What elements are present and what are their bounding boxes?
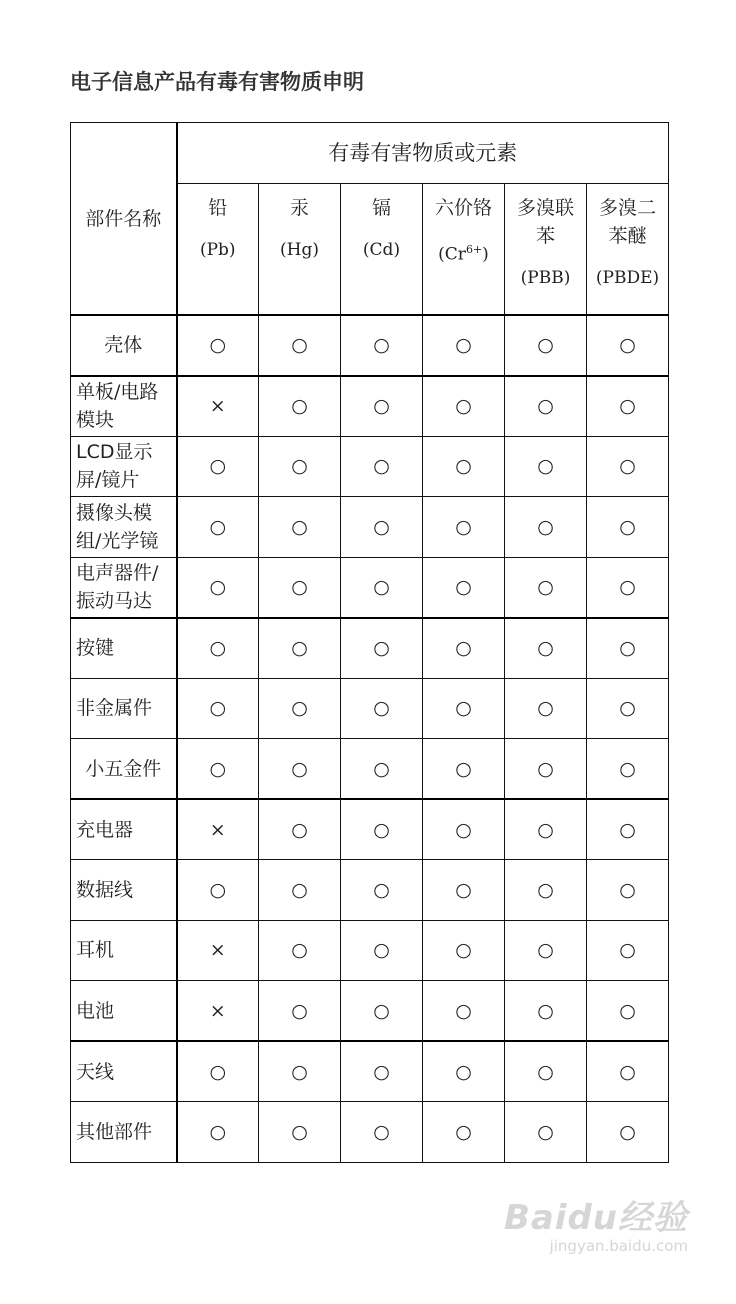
substance-symbol [341, 236, 422, 264]
table-row [71, 799, 669, 860]
substance-header-5 [587, 184, 669, 316]
within-limit-mark: ○ [177, 315, 259, 376]
within-limit-mark: ○ [423, 436, 505, 497]
substance-header-4 [505, 184, 587, 316]
within-limit-mark: ○ [341, 981, 423, 1042]
within-limit-mark: ○ [587, 436, 669, 497]
substance-header-3 [423, 184, 505, 316]
within-limit-mark: ○ [505, 920, 587, 981]
within-limit-mark: ○ [177, 860, 259, 921]
part-name-cell: 充电器 [71, 799, 177, 860]
within-limit-mark: ○ [341, 557, 423, 618]
part-name-cell: 小五金件 [71, 739, 177, 800]
part-name-cell: 数据线 [71, 860, 177, 921]
within-limit-mark: ○ [505, 799, 587, 860]
part-name-cell: 天线 [71, 1041, 177, 1102]
within-limit-mark: ○ [423, 1041, 505, 1102]
part-name-cell: 电池 [71, 981, 177, 1042]
within-limit-mark: ○ [423, 981, 505, 1042]
within-limit-mark: ○ [259, 436, 341, 497]
document-title: 电子信息产品有毒有害物质申明 [70, 70, 364, 94]
within-limit-mark: ○ [341, 860, 423, 921]
part-name-cell: 其他部件 [71, 1102, 177, 1163]
substance-group-header-label: 有毒有害物质或元素 [328, 141, 518, 165]
within-limit-mark: ○ [423, 799, 505, 860]
part-name-cell: 按键 [71, 618, 177, 679]
substance-symbol-text: (Hg) [280, 240, 319, 260]
within-limit-mark: ○ [505, 860, 587, 921]
substance-name: 镉 [371, 197, 391, 219]
table-row [71, 739, 669, 800]
part-name-cell: 电声器件/振动马达 [71, 557, 177, 618]
substance-symbol-text: (Cd) [362, 240, 401, 260]
within-limit-mark: ○ [341, 799, 423, 860]
substance-header-1 [259, 184, 341, 316]
within-limit-mark: ○ [341, 497, 423, 558]
part-name-cell: 非金属件 [71, 678, 177, 739]
within-limit-mark: ○ [423, 497, 505, 558]
table-row [71, 315, 669, 376]
substance-symbol-close: ) [482, 244, 489, 265]
table-row [71, 678, 669, 739]
table-row [71, 1102, 669, 1163]
within-limit-mark: ○ [177, 497, 259, 558]
exceeds-limit-mark: × [177, 981, 259, 1042]
within-limit-mark: ○ [587, 678, 669, 739]
within-limit-mark: ○ [423, 557, 505, 618]
substance-name: 六价铬 [434, 197, 492, 219]
within-limit-mark: ○ [341, 1041, 423, 1102]
within-limit-mark: ○ [505, 1041, 587, 1102]
within-limit-mark: ○ [177, 557, 259, 618]
within-limit-mark: ○ [259, 860, 341, 921]
within-limit-mark: ○ [259, 920, 341, 981]
within-limit-mark: ○ [505, 618, 587, 679]
part-name-header-label: 部件名称 [85, 207, 162, 230]
exceeds-limit-mark: × [177, 799, 259, 860]
within-limit-mark: ○ [423, 1102, 505, 1163]
table-row [71, 376, 669, 437]
within-limit-mark: ○ [587, 799, 669, 860]
substance-name: 汞 [289, 197, 309, 219]
within-limit-mark: ○ [259, 678, 341, 739]
substance-name: 多溴联苯 [516, 197, 574, 247]
within-limit-mark: ○ [423, 376, 505, 437]
table-row [71, 436, 669, 497]
within-limit-mark: ○ [505, 315, 587, 376]
substance-name: 多溴二苯醚 [598, 197, 656, 247]
within-limit-mark: ○ [423, 920, 505, 981]
within-limit-mark: ○ [505, 497, 587, 558]
within-limit-mark: ○ [505, 1102, 587, 1163]
part-name-cell: 单板/电路模块 [71, 376, 177, 437]
within-limit-mark: ○ [177, 618, 259, 679]
within-limit-mark: ○ [259, 376, 341, 437]
substance-symbol [259, 236, 340, 264]
within-limit-mark: ○ [341, 436, 423, 497]
baidu-watermark [504, 1190, 688, 1255]
within-limit-mark: ○ [259, 557, 341, 618]
within-limit-mark: ○ [177, 1102, 259, 1163]
table-row [71, 497, 669, 558]
substance-symbol-superscript: 6+ [465, 243, 483, 256]
within-limit-mark: ○ [587, 860, 669, 921]
exceeds-limit-mark: × [177, 920, 259, 981]
within-limit-mark: ○ [259, 315, 341, 376]
within-limit-mark: ○ [505, 678, 587, 739]
part-name-cell: 摄像头模组/光学镜 [71, 497, 177, 558]
within-limit-mark: ○ [423, 315, 505, 376]
within-limit-mark: ○ [341, 1102, 423, 1163]
table-row [71, 920, 669, 981]
hazardous-substance-table [70, 122, 669, 1163]
within-limit-mark: ○ [505, 739, 587, 800]
within-limit-mark: ○ [259, 618, 341, 679]
within-limit-mark: ○ [587, 376, 669, 437]
within-limit-mark: ○ [587, 618, 669, 679]
part-name-cell: 壳体 [71, 315, 177, 376]
watermark-url: jingyan.baidu.com [549, 1237, 688, 1255]
within-limit-mark: ○ [259, 981, 341, 1042]
substance-symbol-text: (PBDE) [595, 268, 660, 288]
within-limit-mark: ○ [505, 376, 587, 437]
within-limit-mark: ○ [341, 315, 423, 376]
within-limit-mark: ○ [587, 981, 669, 1042]
watermark-brand: Baidu经验 [503, 1198, 688, 1238]
table-row [71, 981, 669, 1042]
substance-header-0 [177, 184, 259, 316]
within-limit-mark: ○ [587, 315, 669, 376]
substance-symbol [423, 236, 504, 269]
table-row [71, 1041, 669, 1102]
within-limit-mark: ○ [259, 739, 341, 800]
within-limit-mark: ○ [177, 1041, 259, 1102]
substance-header-2 [341, 184, 423, 316]
table-row [71, 557, 669, 618]
within-limit-mark: ○ [259, 497, 341, 558]
table-row [71, 860, 669, 921]
exceeds-limit-mark: × [177, 376, 259, 437]
substance-symbol [587, 264, 668, 292]
substance-name: 铅 [208, 197, 228, 219]
within-limit-mark: ○ [423, 739, 505, 800]
within-limit-mark: ○ [587, 557, 669, 618]
within-limit-mark: ○ [259, 1041, 341, 1102]
within-limit-mark: ○ [505, 557, 587, 618]
substance-symbol-text: (Cr [438, 244, 466, 265]
within-limit-mark: ○ [587, 497, 669, 558]
substance-group-header [177, 123, 669, 184]
part-name-cell: 耳机 [71, 920, 177, 981]
within-limit-mark: ○ [341, 739, 423, 800]
within-limit-mark: ○ [341, 618, 423, 679]
within-limit-mark: ○ [505, 981, 587, 1042]
within-limit-mark: ○ [341, 376, 423, 437]
part-name-header [71, 123, 177, 316]
within-limit-mark: ○ [177, 678, 259, 739]
table-row [71, 618, 669, 679]
part-name-cell: LCD显示屏/镜片 [71, 436, 177, 497]
within-limit-mark: ○ [177, 739, 259, 800]
within-limit-mark: ○ [505, 436, 587, 497]
substance-symbol [178, 236, 259, 264]
substance-symbol-text: (PBB) [520, 268, 571, 288]
within-limit-mark: ○ [423, 618, 505, 679]
within-limit-mark: ○ [587, 1041, 669, 1102]
substance-symbol-text: (Pb) [199, 240, 236, 260]
within-limit-mark: ○ [341, 678, 423, 739]
within-limit-mark: ○ [259, 1102, 341, 1163]
within-limit-mark: ○ [587, 1102, 669, 1163]
within-limit-mark: ○ [341, 920, 423, 981]
within-limit-mark: ○ [259, 799, 341, 860]
within-limit-mark: ○ [587, 920, 669, 981]
within-limit-mark: ○ [587, 739, 669, 800]
substance-symbol [505, 264, 586, 292]
within-limit-mark: ○ [177, 436, 259, 497]
within-limit-mark: ○ [423, 678, 505, 739]
within-limit-mark: ○ [423, 860, 505, 921]
